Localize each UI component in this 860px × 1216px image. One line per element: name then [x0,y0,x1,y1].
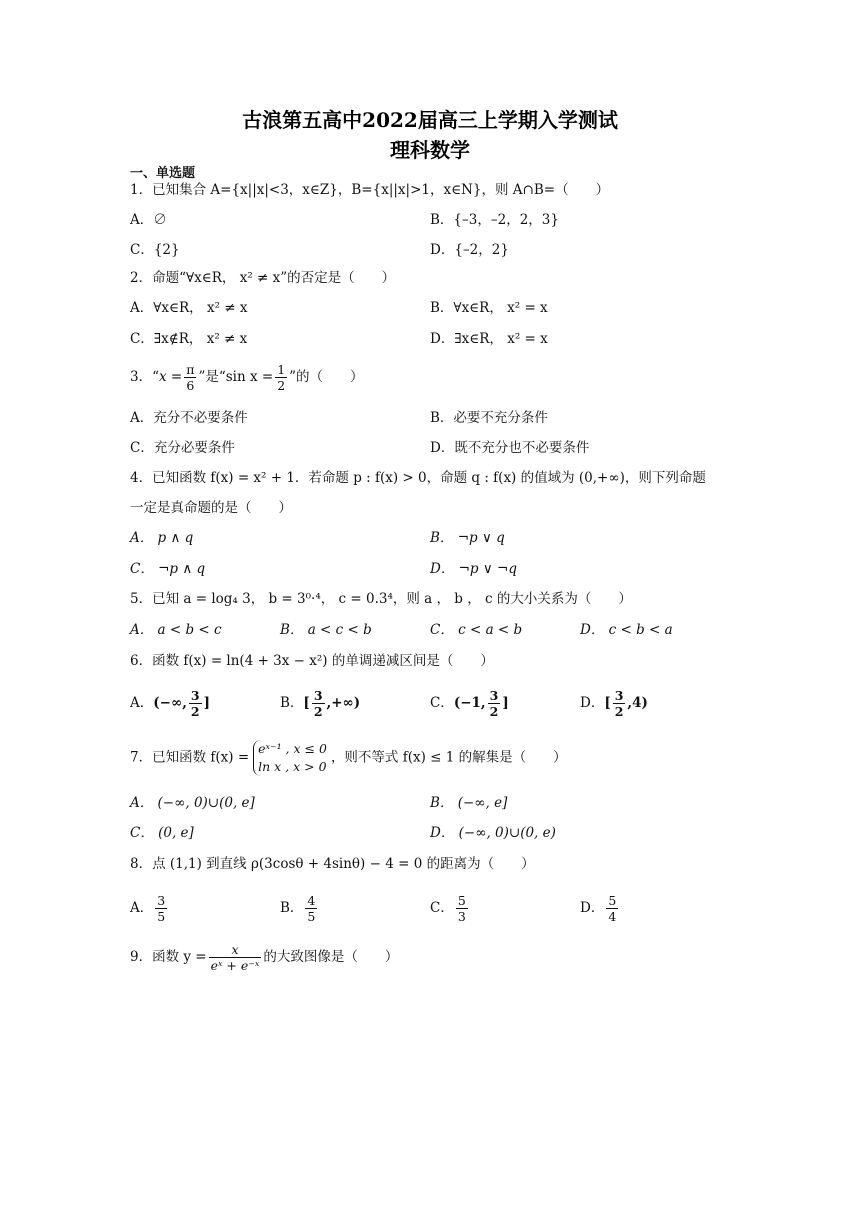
exam-subtitle: 理科数学 [390,138,470,162]
fraction-denominator: 2 [190,704,200,719]
question-3-stem [130,362,364,393]
fraction-numerator: 5 [457,893,466,908]
question-7-option-a: A． (−∞, 0)∪(0, e] [130,795,255,811]
option-letter: B． [280,900,304,916]
fraction [606,893,618,924]
question-5-option-d: D． c < b < a [580,622,673,638]
interval-close: ] [203,695,210,711]
question-5-stem: 5．已知 a = log₄ 3， b = 3⁰·⁴， c = 0.3⁴，则 a ， b ， c 的大小关系为（ ） [130,591,632,607]
question-3-suffix: ”的（ ） [289,369,364,385]
fraction-numerator: 1 [277,362,286,377]
question-9-suffix: 的大致图像是（ ） [263,949,399,965]
question-7-suffix: ，则不等式 f(x) ≤ 1 的解集是（ ） [330,749,567,766]
interval-open: [ [604,695,611,711]
question-3-option-c: C．充分必要条件 [130,440,235,456]
question-3-prefix: 3．“ [130,369,159,385]
question-7-stem [130,740,567,776]
interval-open: (−1, [453,695,486,711]
fraction-numerator: 3 [614,688,624,703]
question-6-option-b [280,688,360,719]
question-3-option-d: D．既不充分也不必要条件 [430,440,590,456]
question-7-option-c: C． (0, e] [130,825,194,841]
fraction-denominator: 2 [614,704,624,719]
question-1-stem: 1．已知集合 A={x||x|<3，x∈Z}，B={x||x|>1，x∈N}，则 A∩B=（ ） [130,182,610,198]
fraction-three-halves [488,688,501,719]
interval-open: (−∞, [153,695,187,711]
fraction-denominator: 2 [489,704,499,719]
question-1-option-c: C．{2} [130,242,180,258]
fraction-three-halves [189,688,202,719]
fraction [456,893,468,924]
question-4-stem-line1: 4．已知函数 f(x) = x² + 1．若命题 p : f(x) > 0，命题 q : f(x) 的值域为 (0,+∞)，则下列命题 [130,470,706,486]
question-9-prefix: 9．函数 y = [130,949,207,965]
question-1-option-a: A．∅ [130,212,167,228]
fraction-one-half [275,362,287,393]
question-8-option-b [280,893,319,924]
piecewise-function [253,740,327,776]
fraction-denominator: 2 [313,704,323,719]
question-6-option-c [430,688,509,719]
question-4-option-c: C． ¬p ∧ q [130,561,206,577]
fraction-three-halves [613,688,626,719]
question-8-option-d [580,893,620,924]
fraction-numerator: 3 [157,893,166,908]
question-4-option-b: B． ¬p ∨ q [430,530,505,546]
fraction-three-halves [312,688,325,719]
fraction-function [209,942,262,973]
question-5-option-b: B． a < c < b [280,622,372,638]
interval-open: [ [303,695,310,711]
question-6-option-a [130,688,210,719]
question-6-stem: 6．函数 f(x) = ln(4 + 3x − x²) 的单调递减区间是（ ） [130,653,494,669]
question-1-option-b: B．{–3，–2，2，3} [430,212,559,228]
section-heading: 一、单选题 [130,166,196,181]
option-letter: C． [430,695,454,711]
question-1-option-d: D．{–2，2} [430,242,509,258]
question-7-option-b: B． (−∞, e] [430,795,508,811]
fraction-denominator: 6 [186,378,195,393]
option-letter: D． [580,900,605,916]
fraction-denominator: 4 [608,909,617,924]
interval-close: ] [502,695,509,711]
interval-close: ,4) [627,695,648,711]
option-letter: B． [280,695,304,711]
fraction-denominator: 5 [157,909,166,924]
fraction-numerator: 4 [307,893,316,908]
question-2-option-a: A．∀x∈R， x² ≠ x [130,300,248,316]
option-letter: D． [580,695,605,711]
question-5-option-c: C． c < a < b [430,622,523,638]
interval-close: ,+∞) [326,695,361,711]
fraction [155,893,167,924]
fraction-denominator: 5 [307,909,316,924]
question-4-stem-line2: 一定是真命题的是（ ） [130,500,292,516]
question-6-option-d [580,688,648,719]
piecewise-case-2: ln x , x > 0 [258,759,327,774]
question-2-option-c: C．∃x∉R， x² ≠ x [130,331,248,347]
question-7-prefix: 7．已知函数 f(x) = [130,749,250,766]
question-7-option-d: D． (−∞, 0)∪(0, e) [430,825,556,841]
fraction-numerator: 3 [190,688,200,703]
fraction-numerator: π [186,362,195,377]
fraction-denominator: eˣ + e⁻ˣ [210,958,260,973]
question-8-option-c [430,893,470,924]
option-letter: A． [130,695,154,711]
question-8-option-a [130,893,169,924]
question-2-option-d: D．∃x∈R， x² = x [430,331,548,347]
fraction-pi-over-6 [184,362,196,393]
question-2-stem: 2．命题“∀x∈R， x² ≠ x”的否定是（ ） [130,270,396,286]
piecewise-case-1: eˣ⁻¹ , x ≤ 0 [258,741,327,756]
question-2-option-b: B．∀x∈R， x² = x [430,300,548,316]
fraction-numerator: x [209,942,262,958]
question-3-option-b: B．必要不充分条件 [430,410,548,426]
fraction-denominator: 3 [457,909,466,924]
question-8-stem: 8．点 (1,1) 到直线 ρ(3cosθ + 4sinθ) − 4 = 0 的距离为（ ） [130,856,535,872]
exam-title: 古浪第五高中2022届高三上学期入学测试 [242,108,618,132]
fraction [305,893,317,924]
question-4-option-a: A． p ∧ q [130,530,194,546]
option-letter: C． [430,900,454,916]
fraction-numerator: 3 [313,688,323,703]
fraction-numerator: 3 [489,688,499,703]
option-letter: A． [130,900,154,916]
question-3-mid: ”是“sin x = [198,369,274,385]
question-5-option-a: A． a < b < c [130,622,222,638]
question-3-option-a: A．充分不必要条件 [130,410,248,426]
question-3-x-eq: x = [159,369,183,385]
fraction-numerator: 5 [608,893,617,908]
question-9-stem [130,942,398,973]
question-4-option-d: D． ¬p ∨ ¬q [430,561,517,577]
fraction-denominator: 2 [277,378,286,393]
